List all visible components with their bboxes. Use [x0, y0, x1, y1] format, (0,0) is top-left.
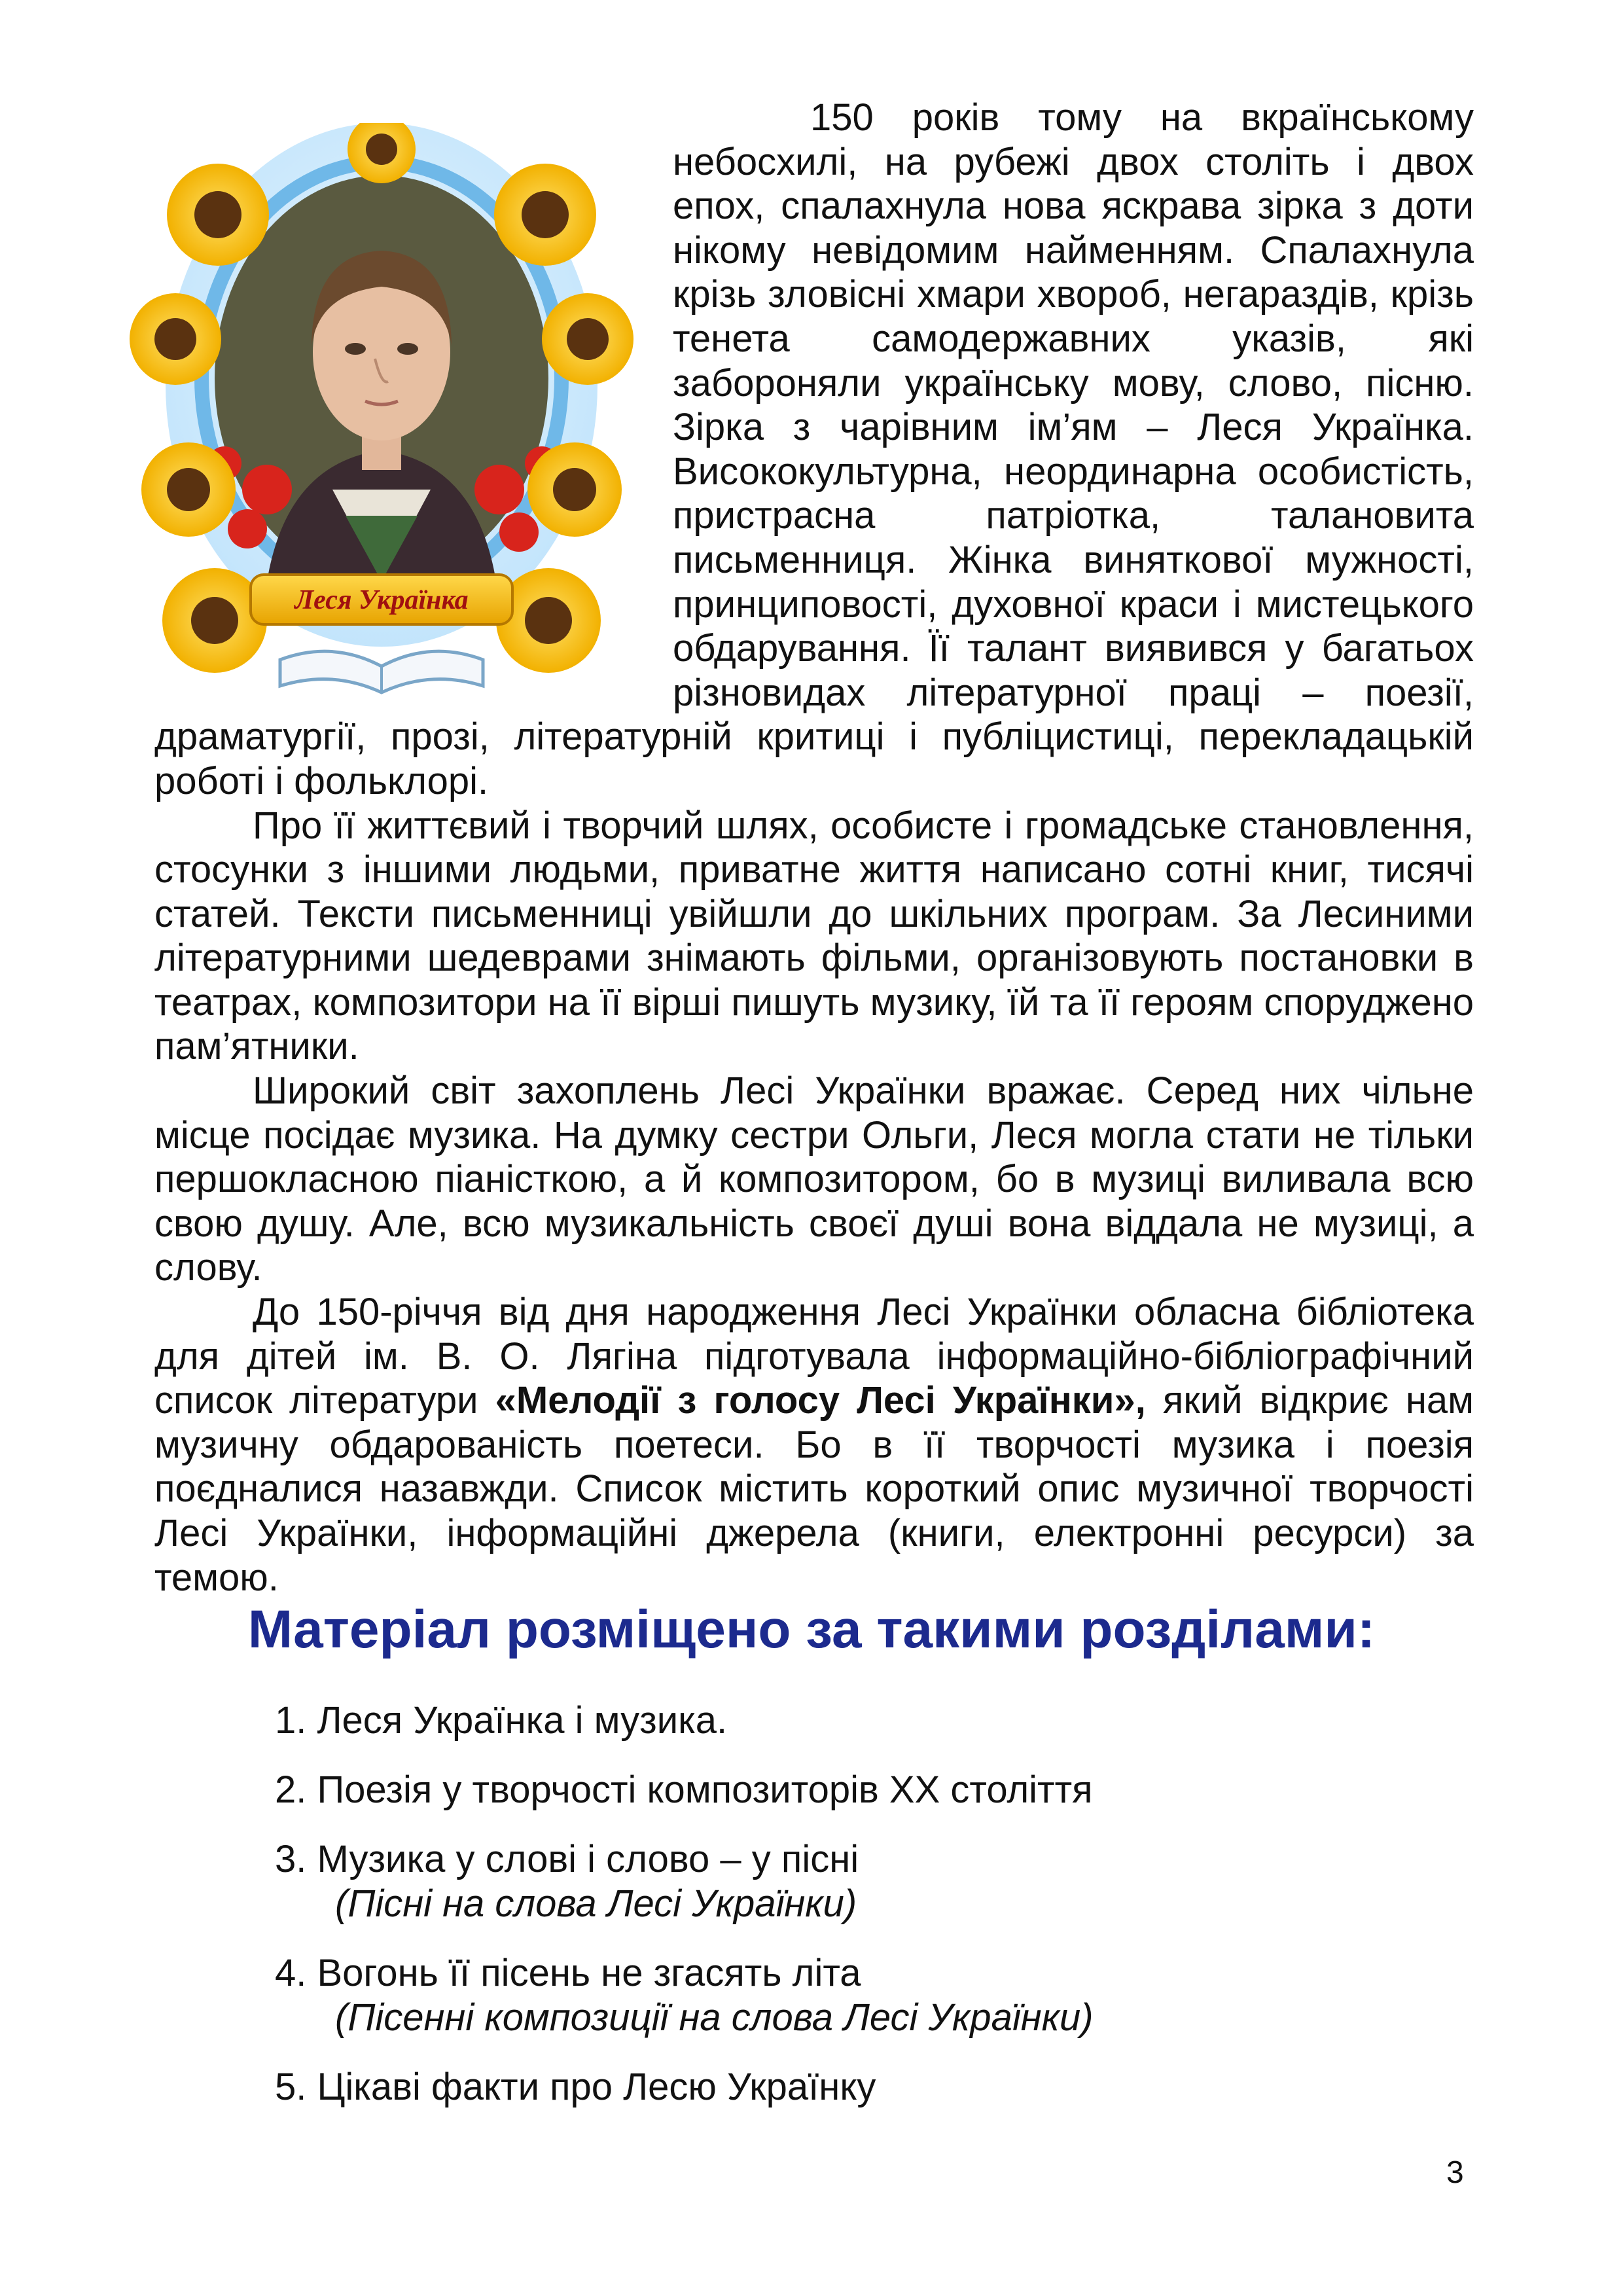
paragraph-3: Широкий світ захоплень Лесі Українки вражає. Серед них чільне місце посідає музика. На думку сестри Ольги, Леся могла стати не тільки першокласною піаністкою, а й композитором, бо в музиці виливала всю свою душу. Але, всю музикальність своєї душі вона віддала не музиці, а слову. [154, 1069, 1474, 1289]
section-item-1 [275, 1698, 1518, 1743]
section-item-3 [275, 1837, 1518, 1926]
paragraph-4 [154, 1290, 1474, 1600]
section-title-3: 3. Музика у слові і слово – у пісні [275, 1838, 859, 1880]
page-number: 3 [1446, 2155, 1464, 2190]
section-title-5: 5. Цікаві факти про Лесю Українку [275, 2066, 876, 2108]
sections-list [275, 1698, 1518, 2134]
name-banner [251, 575, 512, 624]
banner-label: Леся Українка [294, 585, 469, 615]
section-item-5 [275, 2065, 1518, 2109]
paragraph-4-before: До 150-річчя від дня народження Лесі Українки обласна бібліотека для дітей ім. В. О. Лягіна підготувала інформаційно-бібліографічний список літератури [154, 1291, 1474, 1422]
paragraph-4-after: який відкриє нам музичну обдарованість поетеси. Бо в її творчості музика і поезія поєдналися назавжди. Список містить короткий опис музичної творчості Лесі Українки, інформаційні джерела (книги, електронні ресурси) за темою. [154, 1379, 1474, 1599]
section-title-4: 4. Вогонь її пісень не згасять літа [275, 1952, 861, 1994]
section-item-4 [275, 1951, 1518, 2040]
section-subtitle-3: (Пісні на слова Лесі Українки) [335, 1882, 857, 1925]
open-book-icon [280, 651, 483, 692]
section-title-2: 2. Поезія у творчості композиторів ХХ століття [275, 1768, 1093, 1811]
section-subtitle-4: (Пісенні композиції на слова Лесі Українки) [335, 1996, 1094, 2039]
section-title-1: 1. Леся Українка і музика. [275, 1699, 728, 1742]
intro-text [154, 96, 1474, 1600]
paragraph-2: Про її життєвий і творчий шлях, особисте і громадське становлення, стосунки з іншими людьми, приватне життя написано сотні книг, тисячі статей. Тексти письменниці увійшли до шкільних програм. За Лесиними літературними шедеврами знімають фільми, організовують постановки в театрах, композитори на її вірші пишуть музику, їй та її героям споруджено пам’ятники. [154, 804, 1474, 1068]
section-item-2 [275, 1768, 1518, 1812]
section-heading: Матеріал розміщено за такими розділами: [247, 1600, 1376, 1659]
list-title-bold: «Мелодії з голосу Лесі Українки», [495, 1379, 1146, 1422]
paragraph-1-text: 150 років тому на вкраїнському небосхилі, на рубежі двох століть і двох епох, спалахнула нова яскрава зірка з доти нікому невідомим найменням. Спалахнула крізь зловісні хмари хвороб, негараздів, крізь тенета самодержавних указів, які забороняли українську мову, слово, пісню. Зірка з чарівним ім’ям – Леся Українка. Висококультурна, неординарна особистість, пристрасна патріотка, талановита письменниця. Жінка виняткової мужності, принциповості, духовної краси і мистецького обдарування. Її талант виявився у багатьох різновидах літературної праці – поезії, драматургії, прозі, літературній критиці і публіцистиці, перекладацькій роботі і фольклорі. [154, 96, 1474, 802]
portrait-figure [116, 123, 647, 706]
portrait-illustration [116, 123, 647, 706]
